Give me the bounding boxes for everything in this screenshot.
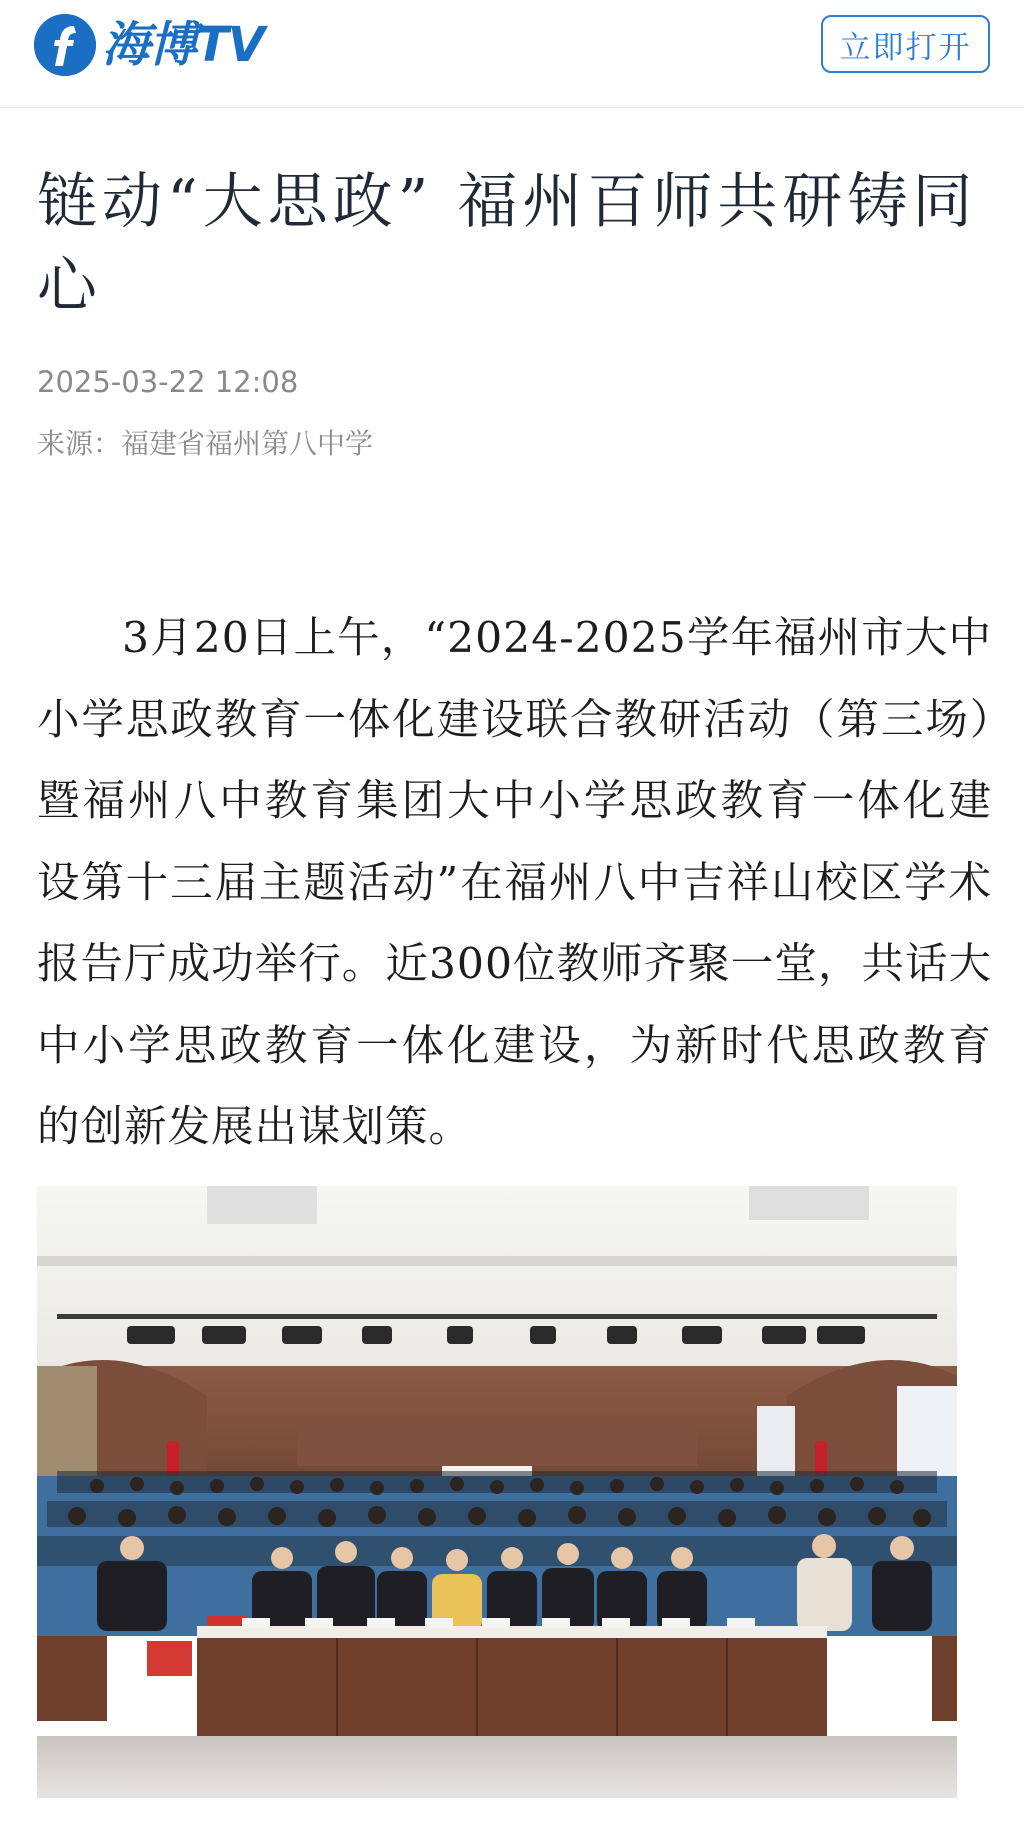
- article-photo[interactable]: [37, 1186, 957, 1798]
- article-title: 链动“大思政” 福州百师共研铸同心: [37, 167, 978, 321]
- top-bar: [0, 0, 1024, 108]
- article-paragraph: 3月20日上午，“2024-2025学年福州市大中小学思政教育一体化建设联合教研活动（第三场）暨福州八中教育集团大中小学思政教育一体化建设第十三届主题活动”在福州八中吉祥山校区学术报告厅成功举行。近300位教师齐聚一堂，共话大中小学思政教育一体化建设，为新时代思政教育的创新发展出谋划策。: [37, 614, 992, 1152]
- article-source: 来源：福建省福州第八中学: [37, 427, 374, 460]
- open-app-button[interactable]: 立即打开: [821, 15, 990, 73]
- article-header: [37, 160, 992, 464]
- logo-text: 海博TV: [102, 17, 264, 73]
- publish-date: 2025-03-22 12:08: [37, 365, 299, 399]
- haibo-f-logo-icon: [34, 14, 96, 76]
- haibo-tv-logo[interactable]: [34, 14, 264, 76]
- event-photo-image: [37, 1186, 957, 1798]
